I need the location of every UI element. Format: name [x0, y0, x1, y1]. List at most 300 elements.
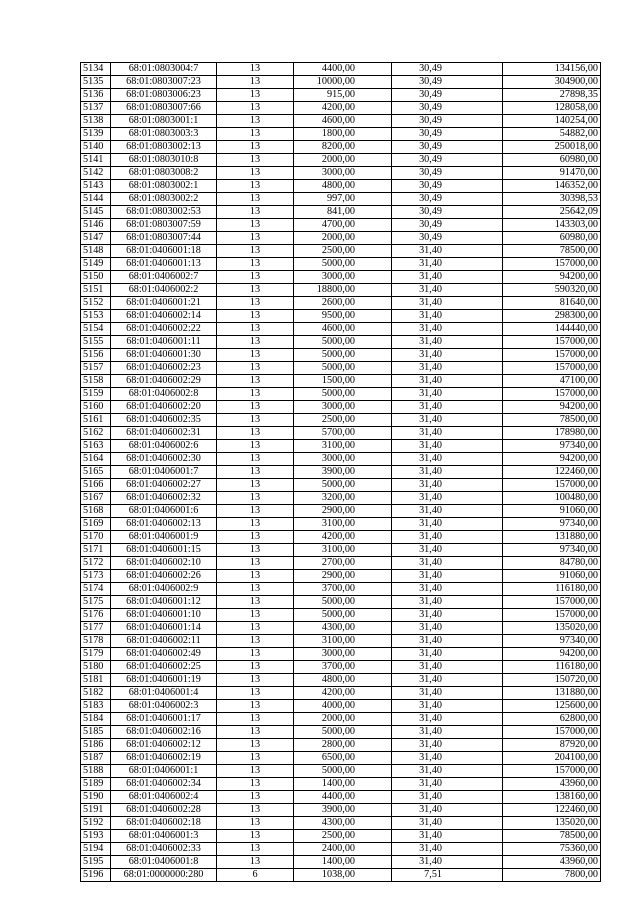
category-cell: 13 — [217, 531, 294, 544]
amount-cell: 84780,00 — [503, 557, 601, 570]
row-number-cell: 5192 — [81, 817, 111, 830]
row-number-cell: 5193 — [81, 830, 111, 843]
amount-cell: 75360,00 — [503, 843, 601, 856]
amount-cell: 157000,00 — [503, 336, 601, 349]
rate-cell: 31,40 — [392, 713, 503, 726]
amount-cell: 590320,00 — [503, 284, 601, 297]
table-row — [81, 687, 601, 700]
row-number-cell: 5166 — [81, 479, 111, 492]
table-row — [81, 323, 601, 336]
table-row — [81, 375, 601, 388]
area-cell: 4200,00 — [294, 531, 392, 544]
area-cell: 5000,00 — [294, 258, 392, 271]
table-row — [81, 700, 601, 713]
cadastral-number-cell: 68:01:0803002:53 — [111, 206, 217, 219]
category-cell: 13 — [217, 167, 294, 180]
row-number-cell: 5169 — [81, 518, 111, 531]
rate-cell: 31,40 — [392, 752, 503, 765]
area-cell: 5000,00 — [294, 388, 392, 401]
rate-cell: 31,40 — [392, 466, 503, 479]
area-cell: 4600,00 — [294, 323, 392, 336]
amount-cell: 144440,00 — [503, 323, 601, 336]
category-cell: 13 — [217, 752, 294, 765]
rate-cell: 31,40 — [392, 336, 503, 349]
category-cell: 13 — [217, 570, 294, 583]
cadastral-number-cell: 68:01:0406001:6 — [111, 505, 217, 518]
amount-cell: 116180,00 — [503, 661, 601, 674]
cadastral-number-cell: 68:01:0406002:49 — [111, 648, 217, 661]
category-cell: 13 — [217, 154, 294, 167]
category-cell: 13 — [217, 583, 294, 596]
area-cell: 3700,00 — [294, 583, 392, 596]
area-cell: 2000,00 — [294, 232, 392, 245]
table-row — [81, 440, 601, 453]
category-cell: 13 — [217, 778, 294, 791]
amount-cell: 54882,00 — [503, 128, 601, 141]
table-row — [81, 674, 601, 687]
amount-cell: 157000,00 — [503, 349, 601, 362]
category-cell: 13 — [217, 843, 294, 856]
category-cell: 13 — [217, 505, 294, 518]
cadastral-number-cell: 68:01:0406002:9 — [111, 583, 217, 596]
area-cell: 3000,00 — [294, 401, 392, 414]
cadastral-number-cell: 68:01:0406001:4 — [111, 687, 217, 700]
rate-cell: 31,40 — [392, 856, 503, 869]
category-cell: 13 — [217, 674, 294, 687]
table-row — [81, 804, 601, 817]
row-number-cell: 5138 — [81, 115, 111, 128]
category-cell: 13 — [217, 375, 294, 388]
table-row — [81, 661, 601, 674]
area-cell: 3900,00 — [294, 466, 392, 479]
cadastral-number-cell: 68:01:0406002:7 — [111, 271, 217, 284]
amount-cell: 100480,00 — [503, 492, 601, 505]
category-cell: 13 — [217, 271, 294, 284]
row-number-cell: 5163 — [81, 440, 111, 453]
table-row — [81, 349, 601, 362]
amount-cell: 94200,00 — [503, 453, 601, 466]
area-cell: 1400,00 — [294, 778, 392, 791]
rate-cell: 31,40 — [392, 492, 503, 505]
cadastral-number-cell: 68:01:0803002:13 — [111, 141, 217, 154]
cadastral-number-cell: 68:01:0406002:35 — [111, 414, 217, 427]
data-table — [80, 62, 601, 882]
row-number-cell: 5152 — [81, 297, 111, 310]
cadastral-number-cell: 68:01:0406002:22 — [111, 323, 217, 336]
row-number-cell: 5180 — [81, 661, 111, 674]
category-cell: 13 — [217, 765, 294, 778]
rate-cell: 31,40 — [392, 401, 503, 414]
row-number-cell: 5140 — [81, 141, 111, 154]
rate-cell: 30,49 — [392, 193, 503, 206]
rate-cell: 31,40 — [392, 310, 503, 323]
amount-cell: 157000,00 — [503, 765, 601, 778]
area-cell: 3000,00 — [294, 271, 392, 284]
row-number-cell: 5194 — [81, 843, 111, 856]
cadastral-number-cell: 68:01:0803008:2 — [111, 167, 217, 180]
category-cell: 13 — [217, 739, 294, 752]
area-cell: 6500,00 — [294, 752, 392, 765]
table-row — [81, 817, 601, 830]
amount-cell: 128058,00 — [503, 102, 601, 115]
amount-cell: 91470,00 — [503, 167, 601, 180]
category-cell: 13 — [217, 310, 294, 323]
row-number-cell: 5177 — [81, 622, 111, 635]
category-cell: 13 — [217, 206, 294, 219]
row-number-cell: 5190 — [81, 791, 111, 804]
amount-cell: 78500,00 — [503, 830, 601, 843]
table-row — [81, 466, 601, 479]
amount-cell: 62800,00 — [503, 713, 601, 726]
rate-cell: 30,49 — [392, 167, 503, 180]
table-row — [81, 167, 601, 180]
category-cell: 13 — [217, 180, 294, 193]
category-cell: 13 — [217, 297, 294, 310]
table-row — [81, 232, 601, 245]
category-cell: 13 — [217, 700, 294, 713]
category-cell: 13 — [217, 232, 294, 245]
category-cell: 13 — [217, 518, 294, 531]
area-cell: 18800,00 — [294, 284, 392, 297]
area-cell: 5000,00 — [294, 479, 392, 492]
cadastral-number-cell: 68:01:0406002:8 — [111, 388, 217, 401]
row-number-cell: 5189 — [81, 778, 111, 791]
amount-cell: 304900,00 — [503, 76, 601, 89]
category-cell: 13 — [217, 362, 294, 375]
area-cell: 915,00 — [294, 89, 392, 102]
area-cell: 2900,00 — [294, 505, 392, 518]
category-cell: 13 — [217, 648, 294, 661]
rate-cell: 31,40 — [392, 739, 503, 752]
rate-cell: 31,40 — [392, 674, 503, 687]
area-cell: 3000,00 — [294, 167, 392, 180]
rate-cell: 30,49 — [392, 154, 503, 167]
category-cell: 13 — [217, 89, 294, 102]
table-row — [81, 427, 601, 440]
table-row — [81, 622, 601, 635]
amount-cell: 78500,00 — [503, 414, 601, 427]
table-row — [81, 154, 601, 167]
rate-cell: 31,40 — [392, 557, 503, 570]
rate-cell: 31,40 — [392, 388, 503, 401]
amount-cell: 116180,00 — [503, 583, 601, 596]
cadastral-number-cell: 68:01:0406001:14 — [111, 622, 217, 635]
area-cell: 4000,00 — [294, 700, 392, 713]
row-number-cell: 5135 — [81, 76, 111, 89]
cadastral-number-cell: 68:01:0406001:13 — [111, 258, 217, 271]
category-cell: 13 — [217, 804, 294, 817]
row-number-cell: 5164 — [81, 453, 111, 466]
amount-cell: 131880,00 — [503, 687, 601, 700]
table-row — [81, 219, 601, 232]
row-number-cell: 5188 — [81, 765, 111, 778]
amount-cell: 97340,00 — [503, 440, 601, 453]
amount-cell: 30398,53 — [503, 193, 601, 206]
amount-cell: 122460,00 — [503, 804, 601, 817]
category-cell: 13 — [217, 622, 294, 635]
area-cell: 4200,00 — [294, 687, 392, 700]
rate-cell: 31,40 — [392, 518, 503, 531]
amount-cell: 25642,09 — [503, 206, 601, 219]
rate-cell: 31,40 — [392, 427, 503, 440]
rate-cell: 31,40 — [392, 635, 503, 648]
table-row — [81, 271, 601, 284]
area-cell: 4400,00 — [294, 63, 392, 76]
table-row — [81, 765, 601, 778]
amount-cell: 138160,00 — [503, 791, 601, 804]
category-cell: 13 — [217, 349, 294, 362]
table-row — [81, 635, 601, 648]
row-number-cell: 5161 — [81, 414, 111, 427]
row-number-cell: 5181 — [81, 674, 111, 687]
rate-cell: 31,40 — [392, 778, 503, 791]
area-cell: 2700,00 — [294, 557, 392, 570]
row-number-cell: 5187 — [81, 752, 111, 765]
row-number-cell: 5191 — [81, 804, 111, 817]
amount-cell: 94200,00 — [503, 401, 601, 414]
area-cell: 5000,00 — [294, 765, 392, 778]
table-row — [81, 245, 601, 258]
amount-cell: 250018,00 — [503, 141, 601, 154]
area-cell: 5000,00 — [294, 609, 392, 622]
rate-cell: 31,40 — [392, 505, 503, 518]
rate-cell: 31,40 — [392, 258, 503, 271]
cadastral-number-cell: 68:01:0803007:59 — [111, 219, 217, 232]
rate-cell: 31,40 — [392, 414, 503, 427]
category-cell: 13 — [217, 596, 294, 609]
row-number-cell: 5137 — [81, 102, 111, 115]
cadastral-number-cell: 68:01:0406002:32 — [111, 492, 217, 505]
area-cell: 2600,00 — [294, 297, 392, 310]
row-number-cell: 5170 — [81, 531, 111, 544]
area-cell: 3000,00 — [294, 453, 392, 466]
amount-cell: 94200,00 — [503, 648, 601, 661]
category-cell: 6 — [217, 869, 294, 882]
rate-cell: 31,40 — [392, 583, 503, 596]
area-cell: 1800,00 — [294, 128, 392, 141]
row-number-cell: 5162 — [81, 427, 111, 440]
table-row — [81, 648, 601, 661]
amount-cell: 43960,00 — [503, 778, 601, 791]
row-number-cell: 5156 — [81, 349, 111, 362]
table-row — [81, 752, 601, 765]
area-cell: 3700,00 — [294, 661, 392, 674]
cadastral-number-cell: 68:01:0803003:3 — [111, 128, 217, 141]
amount-cell: 143303,00 — [503, 219, 601, 232]
area-cell: 4800,00 — [294, 674, 392, 687]
rate-cell: 31,40 — [392, 544, 503, 557]
area-cell: 2000,00 — [294, 713, 392, 726]
rate-cell: 31,40 — [392, 479, 503, 492]
row-number-cell: 5159 — [81, 388, 111, 401]
category-cell: 13 — [217, 219, 294, 232]
cadastral-number-cell: 68:01:0406001:19 — [111, 674, 217, 687]
cadastral-number-cell: 68:01:0406002:20 — [111, 401, 217, 414]
area-cell: 2000,00 — [294, 154, 392, 167]
amount-cell: 97340,00 — [503, 544, 601, 557]
category-cell: 13 — [217, 427, 294, 440]
cadastral-number-cell: 68:01:0406002:6 — [111, 440, 217, 453]
table-row — [81, 778, 601, 791]
row-number-cell: 5149 — [81, 258, 111, 271]
rate-cell: 30,49 — [392, 206, 503, 219]
row-number-cell: 5141 — [81, 154, 111, 167]
category-cell: 13 — [217, 284, 294, 297]
row-number-cell: 5158 — [81, 375, 111, 388]
table-row — [81, 128, 601, 141]
cadastral-number-cell: 68:01:0406002:13 — [111, 518, 217, 531]
rate-cell: 30,49 — [392, 115, 503, 128]
rate-cell: 30,49 — [392, 128, 503, 141]
category-cell: 13 — [217, 76, 294, 89]
row-number-cell: 5139 — [81, 128, 111, 141]
rate-cell: 30,49 — [392, 63, 503, 76]
row-number-cell: 5171 — [81, 544, 111, 557]
area-cell: 3100,00 — [294, 635, 392, 648]
cadastral-number-cell: 68:01:0406002:14 — [111, 310, 217, 323]
cadastral-number-cell: 68:01:0406002:12 — [111, 739, 217, 752]
amount-cell: 140254,00 — [503, 115, 601, 128]
area-cell: 997,00 — [294, 193, 392, 206]
cadastral-number-cell: 68:01:0406002:34 — [111, 778, 217, 791]
rate-cell: 31,40 — [392, 375, 503, 388]
cadastral-number-cell: 68:01:0406001:9 — [111, 531, 217, 544]
rate-cell: 31,40 — [392, 661, 503, 674]
category-cell: 13 — [217, 609, 294, 622]
amount-cell: 43960,00 — [503, 856, 601, 869]
amount-cell: 157000,00 — [503, 479, 601, 492]
area-cell: 9500,00 — [294, 310, 392, 323]
cadastral-number-cell: 68:01:0406001:30 — [111, 349, 217, 362]
row-number-cell: 5145 — [81, 206, 111, 219]
cadastral-number-cell: 68:01:0803001:1 — [111, 115, 217, 128]
row-number-cell: 5175 — [81, 596, 111, 609]
cadastral-number-cell: 68:01:0406001:10 — [111, 609, 217, 622]
area-cell: 2400,00 — [294, 843, 392, 856]
table-row — [81, 583, 601, 596]
category-cell: 13 — [217, 687, 294, 700]
table-row — [81, 414, 601, 427]
area-cell: 4800,00 — [294, 180, 392, 193]
area-cell: 1038,00 — [294, 869, 392, 882]
cadastral-number-cell: 68:01:0406002:4 — [111, 791, 217, 804]
area-cell: 5000,00 — [294, 362, 392, 375]
cadastral-number-cell: 68:01:0406001:18 — [111, 245, 217, 258]
area-cell: 4700,00 — [294, 219, 392, 232]
cadastral-number-cell: 68:01:0406002:25 — [111, 661, 217, 674]
table-row — [81, 726, 601, 739]
cadastral-number-cell: 68:01:0406001:11 — [111, 336, 217, 349]
table-row — [81, 401, 601, 414]
amount-cell: 60980,00 — [503, 154, 601, 167]
cadastral-number-cell: 68:01:0406001:1 — [111, 765, 217, 778]
table-row — [81, 310, 601, 323]
row-number-cell: 5172 — [81, 557, 111, 570]
amount-cell: 204100,00 — [503, 752, 601, 765]
amount-cell: 97340,00 — [503, 635, 601, 648]
area-cell: 3000,00 — [294, 648, 392, 661]
table-row — [81, 141, 601, 154]
category-cell: 13 — [217, 479, 294, 492]
cadastral-number-cell: 68:01:0406001:21 — [111, 297, 217, 310]
table-row — [81, 791, 601, 804]
rate-cell: 31,40 — [392, 596, 503, 609]
table-row — [81, 869, 601, 882]
amount-cell: 122460,00 — [503, 466, 601, 479]
area-cell: 2500,00 — [294, 245, 392, 258]
table-row — [81, 505, 601, 518]
category-cell: 13 — [217, 388, 294, 401]
row-number-cell: 5157 — [81, 362, 111, 375]
cadastral-number-cell: 68:01:0406002:27 — [111, 479, 217, 492]
amount-cell: 47100,00 — [503, 375, 601, 388]
row-number-cell: 5176 — [81, 609, 111, 622]
category-cell: 13 — [217, 791, 294, 804]
table-row — [81, 830, 601, 843]
cadastral-number-cell: 68:01:0406002:11 — [111, 635, 217, 648]
rate-cell: 30,49 — [392, 89, 503, 102]
table-row — [81, 193, 601, 206]
amount-cell: 157000,00 — [503, 609, 601, 622]
area-cell: 2900,00 — [294, 570, 392, 583]
cadastral-number-cell: 68:01:0406002:29 — [111, 375, 217, 388]
row-number-cell: 5142 — [81, 167, 111, 180]
rate-cell: 7,51 — [392, 869, 503, 882]
cadastral-number-cell: 68:01:0406002:28 — [111, 804, 217, 817]
cadastral-number-cell: 68:01:0406002:10 — [111, 557, 217, 570]
amount-cell: 7800,00 — [503, 869, 601, 882]
rate-cell: 31,40 — [392, 362, 503, 375]
amount-cell: 134156,00 — [503, 63, 601, 76]
table-row — [81, 492, 601, 505]
row-number-cell: 5148 — [81, 245, 111, 258]
area-cell: 3100,00 — [294, 544, 392, 557]
cadastral-number-cell: 68:01:0406002:30 — [111, 453, 217, 466]
row-number-cell: 5196 — [81, 869, 111, 882]
cadastral-number-cell: 68:01:0406002:18 — [111, 817, 217, 830]
table-row — [81, 453, 601, 466]
category-cell: 13 — [217, 856, 294, 869]
category-cell: 13 — [217, 453, 294, 466]
rate-cell: 31,40 — [392, 843, 503, 856]
table-row — [81, 596, 601, 609]
document-page — [80, 62, 600, 882]
rate-cell: 30,49 — [392, 141, 503, 154]
table-row — [81, 388, 601, 401]
table-row — [81, 544, 601, 557]
cadastral-number-cell: 68:01:0406001:15 — [111, 544, 217, 557]
table-row — [81, 856, 601, 869]
row-number-cell: 5184 — [81, 713, 111, 726]
area-cell: 5000,00 — [294, 726, 392, 739]
cadastral-number-cell: 68:01:0803007:23 — [111, 76, 217, 89]
area-cell: 4600,00 — [294, 115, 392, 128]
table-row — [81, 479, 601, 492]
rate-cell: 31,40 — [392, 531, 503, 544]
cadastral-number-cell: 68:01:0406002:16 — [111, 726, 217, 739]
cadastral-number-cell: 68:01:0803007:44 — [111, 232, 217, 245]
category-cell: 13 — [217, 440, 294, 453]
cadastral-number-cell: 68:01:0406002:31 — [111, 427, 217, 440]
category-cell: 13 — [217, 830, 294, 843]
rate-cell: 30,49 — [392, 180, 503, 193]
category-cell: 13 — [217, 141, 294, 154]
rate-cell: 31,40 — [392, 245, 503, 258]
table-row — [81, 284, 601, 297]
cadastral-number-cell: 68:01:0406002:23 — [111, 362, 217, 375]
amount-cell: 146352,00 — [503, 180, 601, 193]
table-row — [81, 739, 601, 752]
